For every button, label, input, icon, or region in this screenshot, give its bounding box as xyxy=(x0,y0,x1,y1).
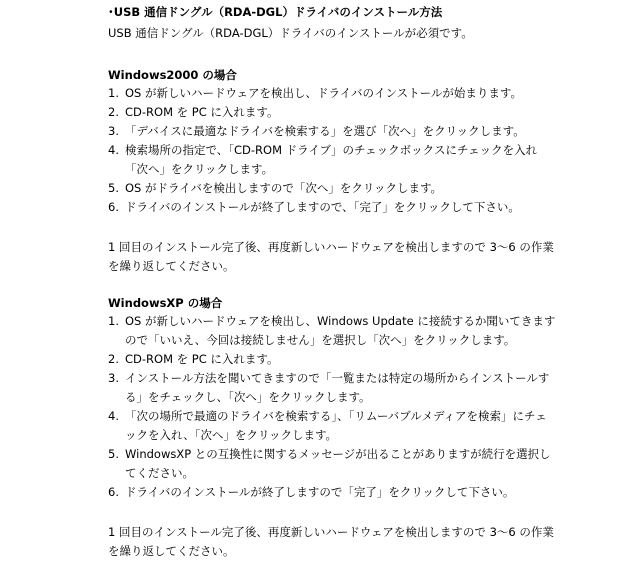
document-title: ･USB 通信ドングル（RDA-DGL）ドライバのインストール方法 xyxy=(108,5,443,19)
step-number: 6. xyxy=(108,200,119,214)
step-text: 「デバイスに最適なドライバを検索する」を選び「次へ」をクリックします。 xyxy=(125,124,525,138)
step-text: OS が新しいハードウェアを検出し、ドライバのインストールが始まります。 xyxy=(125,86,522,100)
list-item xyxy=(108,198,558,217)
step-text: 検索場所の指定で、「CD-ROM ドライブ」のチェックボックスにチェックを入れ「次へ」をクリックします。 xyxy=(125,143,538,176)
step-number: 5. xyxy=(108,181,119,195)
step-text: CD-ROM を PC に入れます。 xyxy=(125,105,279,119)
step-number: 4. xyxy=(108,143,119,157)
document-body xyxy=(108,0,558,561)
step-text: ドライバのインストールが終了しますので「完了」をクリックして下さい。 xyxy=(125,485,515,499)
list-item xyxy=(108,369,558,407)
section-heading-windowsxp: WindowsXP の場合 xyxy=(108,296,223,310)
step-text: OS が新しいハードウェアを検出し、Windows Update に接続するか聞いてきますので「いいえ、今回は接続しません」を選択し「次へ」をクリックします。 xyxy=(125,314,556,347)
step-number: 3. xyxy=(108,371,119,385)
list-item xyxy=(108,122,558,141)
list-item xyxy=(108,179,558,198)
repeat-note-windowsxp: 1 回目のインストール完了後、再度新しいハードウェアを検出しますので 3～6 の作業を繰り返してください。 xyxy=(108,525,554,558)
list-item xyxy=(108,445,558,483)
step-number: 6. xyxy=(108,485,119,499)
repeat-note-windows2000: 1 回目のインストール完了後、再度新しいハードウェアを検出しますので 3～6 の作業を繰り返してください。 xyxy=(108,240,554,273)
step-number: 3. xyxy=(108,124,119,138)
step-text: OS がドライバを検出しますので「次へ」をクリックします。 xyxy=(125,181,443,195)
list-item xyxy=(108,103,558,122)
step-text: 「次の場所で最適のドライバを検索する」、「リムーバブルメディアを検索」にチェックを入れ、「次へ」をクリックします。 xyxy=(125,409,547,442)
step-number: 5. xyxy=(108,447,119,461)
step-number: 4. xyxy=(108,409,119,423)
step-number: 2. xyxy=(108,352,119,366)
step-text: CD-ROM を PC に入れます。 xyxy=(125,352,279,366)
step-number: 2. xyxy=(108,105,119,119)
list-item xyxy=(108,350,558,369)
step-text: WindowsXP との互換性に関するメッセージが出ることがありますが続行を選択してください。 xyxy=(125,447,551,480)
steps-list-windows2000 xyxy=(108,84,558,217)
step-number: 1. xyxy=(108,86,119,100)
step-text: インストール方法を聞いてきますので「一覧または特定の場所からインストールする」をチェックし、「次へ」をクリックします。 xyxy=(125,371,550,404)
list-item xyxy=(108,407,558,445)
list-item xyxy=(108,141,558,179)
step-number: 1. xyxy=(108,314,119,328)
list-item xyxy=(108,483,558,502)
section-heading-windows2000: Windows2000 の場合 xyxy=(108,68,237,82)
steps-list-windowsxp xyxy=(108,312,558,502)
list-item xyxy=(108,312,558,350)
intro-text: USB 通信ドングル（RDA-DGL）ドライバのインストールが必須です。 xyxy=(108,26,473,40)
list-item xyxy=(108,84,558,103)
step-text: ドライバのインストールが終了しますので、「完了」をクリックして下さい。 xyxy=(125,200,520,214)
